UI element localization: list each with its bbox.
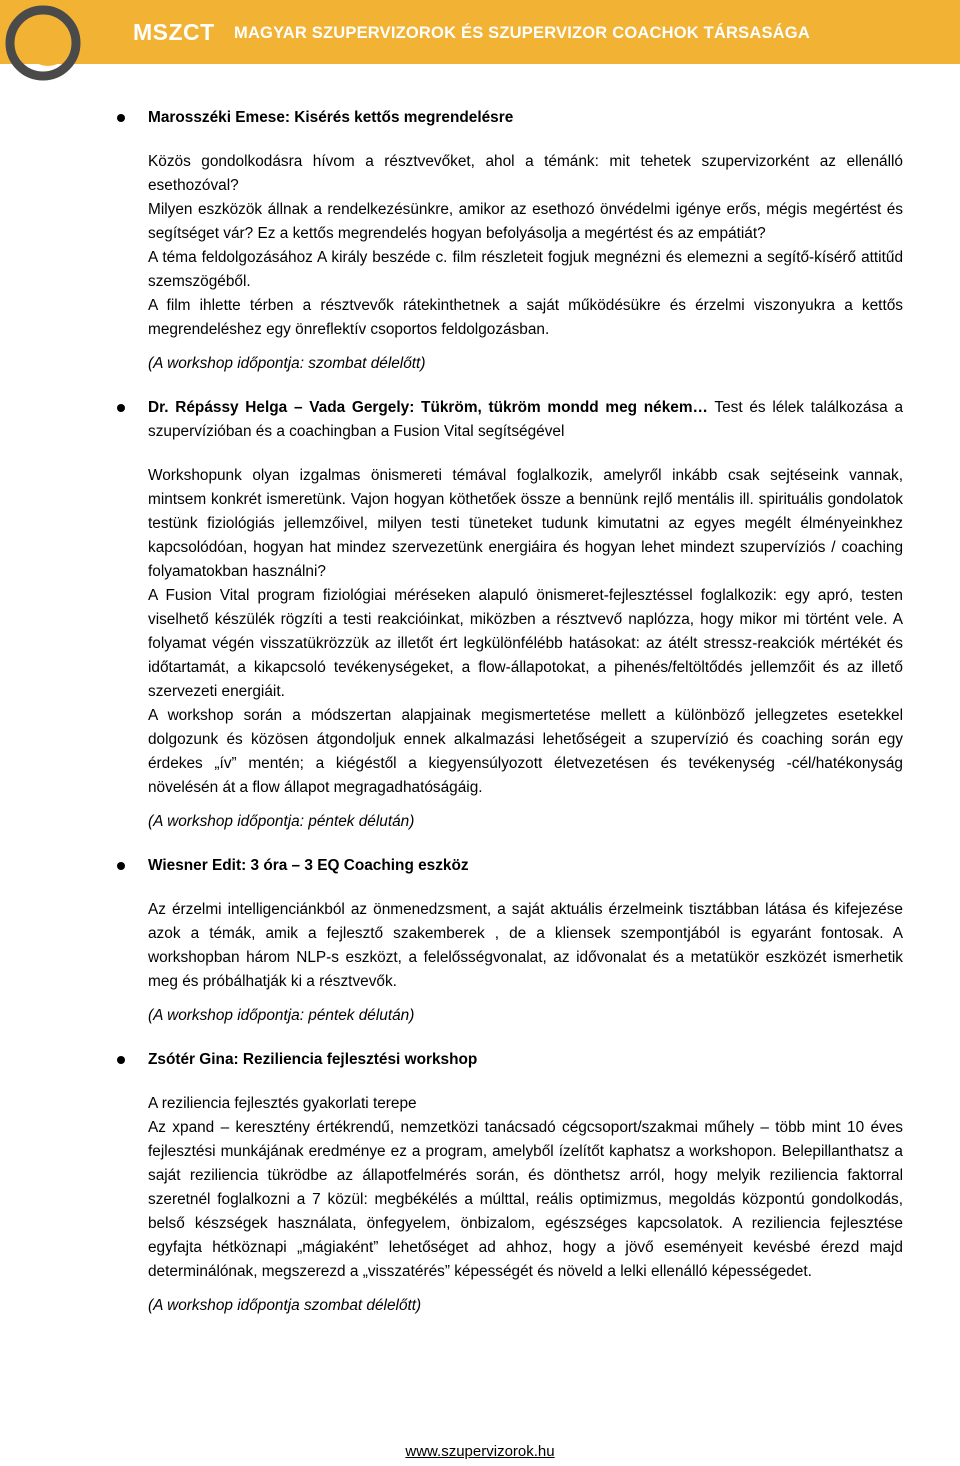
workshop-heading <box>148 396 903 444</box>
website-link[interactable]: www.szupervizorok.hu <box>405 1443 555 1460</box>
workshop-time: (A workshop időpontja: péntek délután) <box>148 813 415 830</box>
workshop-paragraph: A workshop során a módszertan alapjainak megismertetése mellett a különböző jellegzetes esetekkel dolgozunk és közösen átgondoljuk ennek alkalmazási lehetőségeit a szupervízió és coaching során egy érdekes „ív” mentén; a kiégéstől a kiegyensúlyozott életvezetésen és tevékenység -cél/hatékonyság növelésén át a flow állapot megragadhatóságáig. <box>148 707 903 796</box>
workshop-paragraph: A reziliencia fejlesztés gyakorlati terepe <box>148 1095 417 1112</box>
workshop-paragraph: Közös gondolkodásra hívom a résztvevőket, ahol a témánk: mit tehetek szupervizorként az ellenálló esethozóval? <box>148 153 903 194</box>
workshop-time: (A workshop időpontja: péntek délután) <box>148 1007 415 1024</box>
workshop-time: (A workshop időpontja szombat délelőtt) <box>148 1297 422 1314</box>
brand-name: MSZCT <box>133 19 215 45</box>
workshop-time: (A workshop időpontja: szombat délelőtt) <box>148 355 426 372</box>
bullet-icon <box>117 404 125 412</box>
workshop-item <box>148 396 903 834</box>
workshop-paragraph: Az érzelmi intelligenciánkból az önmenedzsment, a saját aktuális érzelmeink tisztábban látása és kifejezése azok a témák, amik a fejlesztő szakemberek , de a kliensek szempontjából is egyaránt fontosak. A workshopban három NLP-s eszközt, a felelősségvonalat, az idővonalat és a metatükör eszközét ismerhetik meg és próbálhatják ki a résztvevők. <box>148 901 903 990</box>
workshop-title: Zsótér Gina: Reziliencia fejlesztési workshop <box>148 1051 478 1068</box>
workshop-paragraph: Milyen eszközök állnak a rendelkezésünkre, amikor az esethozó önvédelmi igénye erős, mégis megértést és segítséget vár? Ez a kettős megrendelés hogyan befolyásolja a megértést és az empátiát? <box>148 201 903 242</box>
workshop-item <box>148 1048 903 1318</box>
workshop-title: Wiesner Edit: 3 óra – 3 EQ Coaching eszköz <box>148 857 469 874</box>
header-bar <box>0 0 960 64</box>
workshop-paragraph: A film ihlette térben a résztvevők rátekinthetnek a saját működésükre és érzelmi viszonyukra a kettős megrendeléshez egy önreflektív csoportos feldolgozásban. <box>148 297 903 338</box>
footer <box>0 1443 960 1460</box>
bullet-icon <box>117 862 125 870</box>
bullet-icon <box>117 1056 125 1064</box>
workshop-paragraph: Workshopunk olyan izgalmas önismereti témával foglalkozik, amelyről inkább csak sejtéseink vannak, mintsem konkrét ismeretünk. Vajon hogyan köthetőek össze a bennünk rejlő mentális ill. spirituális gondolatok testünk fiziológiás jellemzőivel, milyen testi tüneteket tudunk kimutatni az egyes megélt élményeinkhez kapcsolódóan, hogyan hat mindez szervezetünk energiáira és hogyan lehet mindezt szupervíziós / coaching folyamatokban használni? <box>148 467 903 580</box>
workshop-paragraph: A Fusion Vital program fiziológiai méréseken alapuló önismeret-fejlesztéssel foglalkozik: egy apró, testen viselhető készülék rögzíti a testi reakcióinkat, miközben a résztvevő naplózza, hogy mikor mi történt vele. A folyamat végén visszatükrözzük az illetőt ért legkülönfélébb hatásokat: az átélt stressz-reakciók mértékét és időtartamát, a kikapcsoló tevékenységeket, a flow-állapotokat, a pihenés/feltöltődés jellemzőit és az illető szervezeti energiáit. <box>148 587 903 700</box>
workshop-item <box>148 106 903 376</box>
logo-ring-icon <box>4 4 82 82</box>
workshop-title: Marosszéki Emese: Kisérés kettős megrendelésre <box>148 109 514 126</box>
workshop-paragraph: A téma feldolgozásához A király beszéde c. film részleteit fogjuk megnézni és elemezni a segítő-kísérő attitűd szemszögéből. <box>148 249 903 290</box>
workshop-paragraph: Az xpand – keresztény értékrendű, nemzetközi tanácsadó cégcsoport/szakmai műhely – több mint 10 éves fejlesztési munkájának eredménye ez a program, amelyből ízelítőt kaphatsz a workshopon. Belepillanthatsz a saját reziliencia tükrödbe az állapotfelmérés során, és dönthetsz arról, hogy melyik reziliencia faktorral szeretnél foglalkozni a 7 közül: megbékélés a múlttal, reális optimizmus, megoldás központú gondolkodás, belső készségek használata, önfegyelem, önbizalom, egészséges kapcsolatok. A reziliencia fejlesztése egyfajta hétköznapi „mágiaként” lehetőséget ad ahhoz, hogy a jövő eseményeit kevésbé érezd majd determinálónak, megszerezd a „visszatérés” képességét és növeld a lelki ellenálló képességedet. <box>148 1119 903 1280</box>
workshop-item <box>148 854 903 1028</box>
organization-name: MAGYAR SZUPERVIZOROK ÉS SZUPERVIZOR COACHOK TÁRSASÁGA <box>234 24 810 42</box>
workshop-title: Dr. Répássy Helga – Vada Gergely: Tükröm, tükröm mondd meg nékem… <box>148 399 708 416</box>
bullet-icon <box>117 114 125 122</box>
document-body <box>148 106 903 1318</box>
workshop-subtitle: Test és lélek találkozása a szupervízióban és a coachingban a Fusion Vital segítségével <box>148 399 904 440</box>
